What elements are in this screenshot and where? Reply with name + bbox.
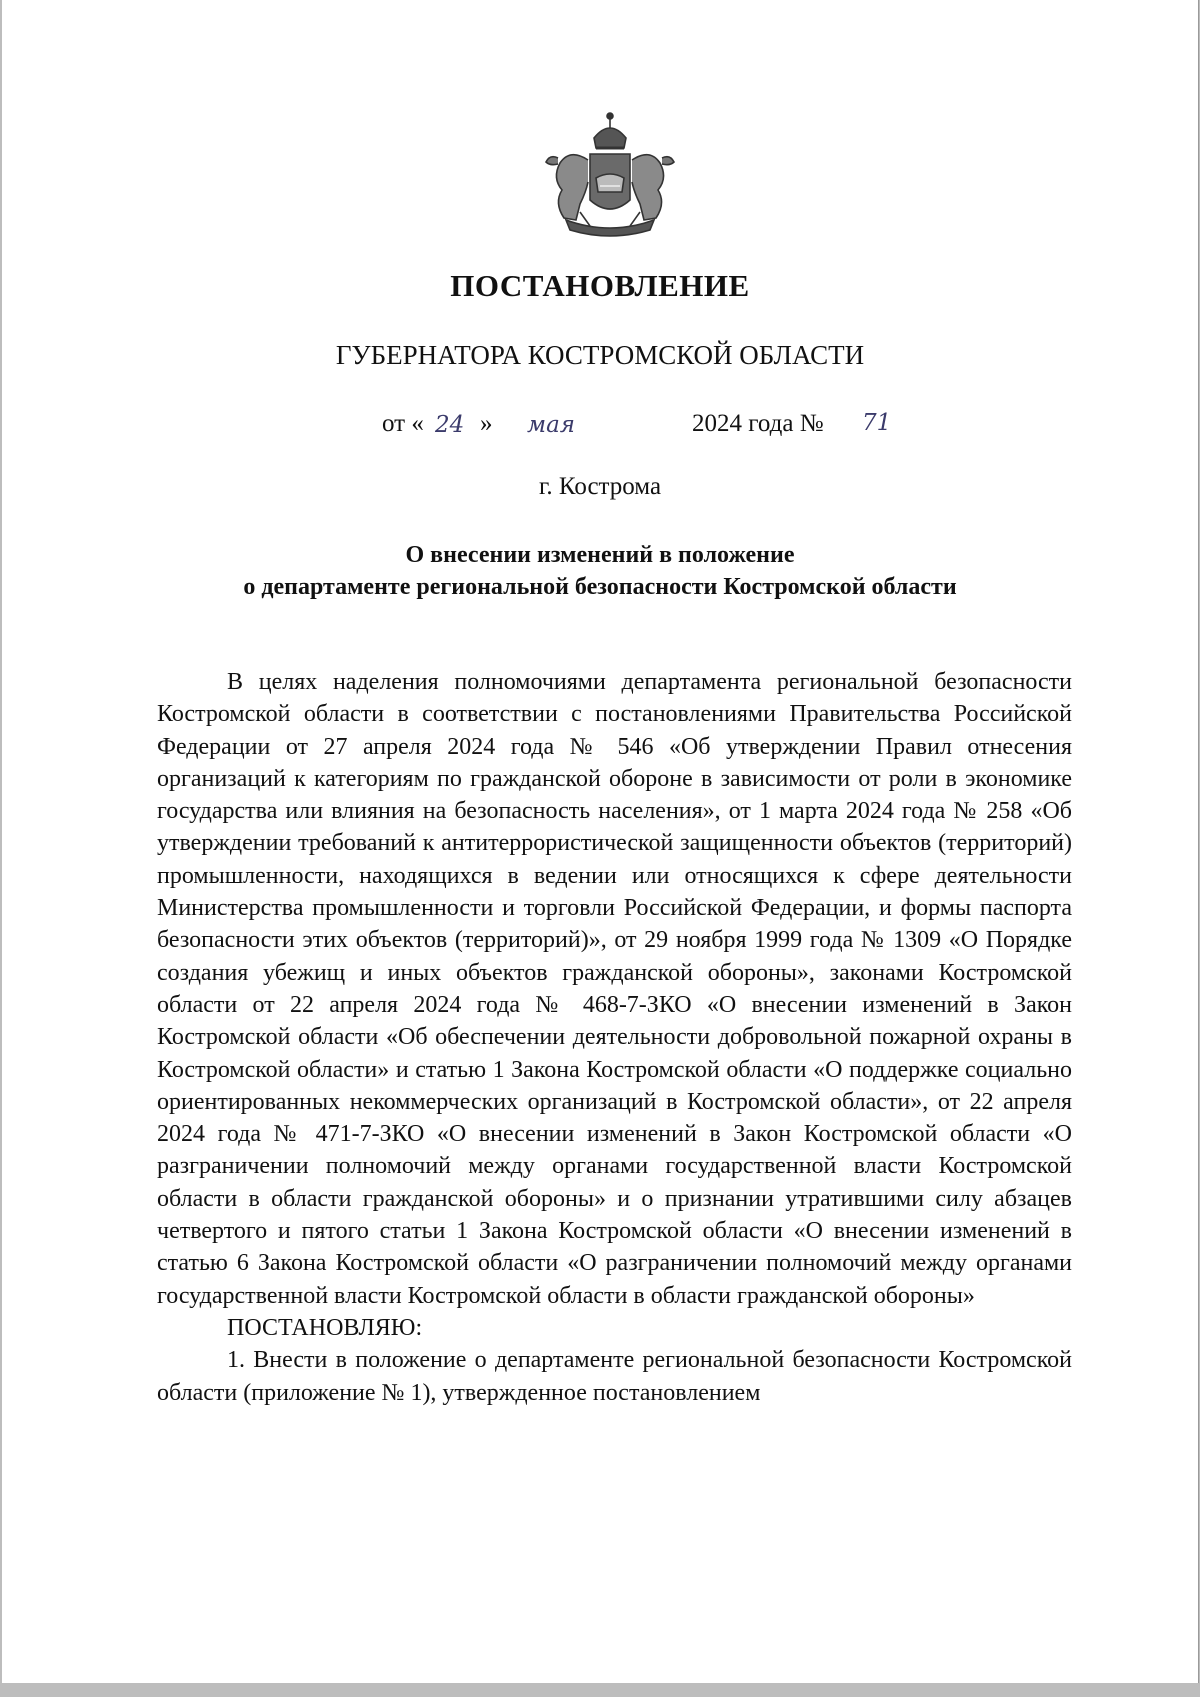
heading-line-2: о департаменте региональной безопасности Костромской области [243, 574, 957, 600]
date-prefix: от « [382, 410, 424, 437]
document-heading [2, 539, 1198, 603]
heading-line-1: О внесении изменений в положение [405, 542, 795, 568]
document-city: г. Кострома [538, 473, 662, 500]
document-page [2, 0, 1198, 1683]
resolve-statement: ПОСТАНОВЛЯЮ: [227, 1314, 423, 1341]
document-number-handwritten: 71 [862, 410, 892, 436]
date-month-handwritten: мая [527, 412, 576, 438]
document-issuer: ГУБЕРНАТОРА КОСТРОМСКОЙ ОБЛАСТИ [335, 340, 865, 370]
coat-of-arms-icon [530, 108, 690, 243]
date-year-number-label: 2024 года № [692, 410, 824, 437]
date-day-handwritten: 24 [435, 412, 465, 438]
preamble-paragraph: В целях наделения полномочиями департамента региональной безопасности Костромской области в соответствии с постановлениями Правительства Российской Федерации от 27 апреля 2024 года № 546 «Об утверждении Правил отнесения организаций к категориям по гражданской обороне в зависимости от роли в экономике государства или влияния на безопасность населения», от 1 марта 2024 года № 258 «Об утверждении требований к антитеррористической защищенности объектов (территорий) промышленности, находящихся в ведении или относящихся к сфере деятельности Министерства промышленности и торговли Российской Федерации, и формы паспорта безопасности этих объектов (территорий)», от 29 ноября 1999 года № 1309 «О Порядке создания убежищ и иных объектов гражданской обороны», законами Костромской области от 22 апреля 2024 года № 468-7-ЗКО «О внесении изменений в Закон Костромской области «Об обеспечении деятельности добровольной пожарной охраны в Костромской области» и статью 1 Закона Костромской области «О поддержке социально ориентированных некоммерческих организаций в Костромской области», от 22 апреля 2024 года № 471-7-ЗКО «О внесении изменений в Закон Костромской области «О разграничении полномочий между органами государственной власти Костромской области в области гражданской обороны» и о признании утратившими силу абзацев четвертого и пятого статьи 1 Закона Костромской области «О внесении изменений в статью 6 Закона Костромской области «О разграничении полномочий между органами государственной власти Костромской области в области гражданской обороны» [157, 669, 1072, 1309]
document-title: ПОСТАНОВЛЕНИЕ [450, 268, 750, 303]
document-body [157, 666, 1072, 1409]
date-quote-close: » [480, 410, 493, 437]
item-1-paragraph: 1. Внести в положение о департаменте региональной безопасности Костромской области (приложение № 1), утвержденное постановлением [157, 1347, 1072, 1406]
